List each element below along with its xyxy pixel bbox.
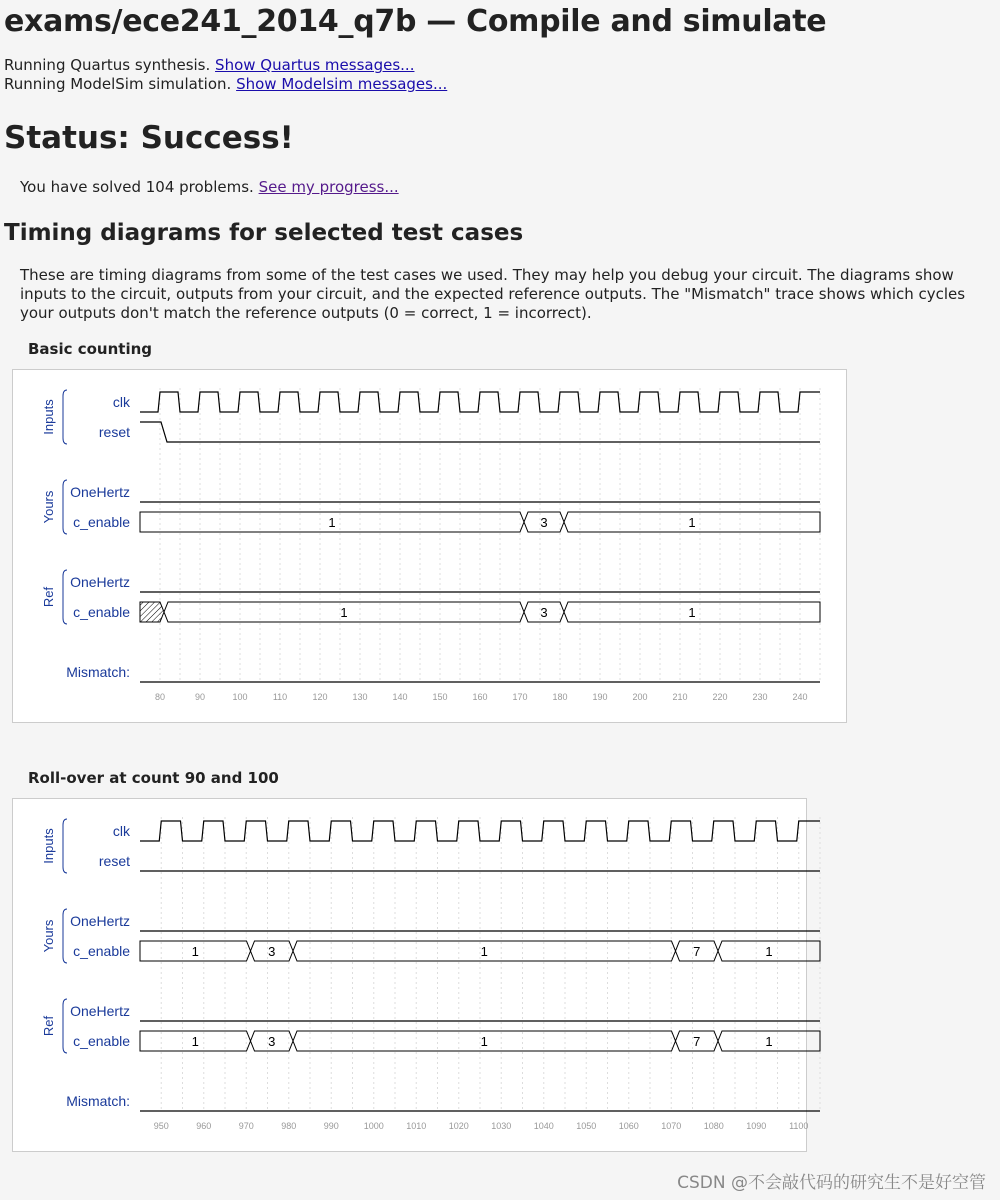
time-tick-label: 220	[712, 692, 728, 702]
time-tick-label: 150	[432, 692, 448, 702]
signal-label-ref-c-enable: c_enable	[73, 1033, 130, 1049]
group-label-yours: Yours	[41, 919, 56, 953]
signal-label-clk: clk	[112, 823, 130, 839]
csdn-watermark: CSDN @不会敲代码的研究生不是好空管	[677, 1173, 986, 1193]
page-title: exams/ece241_2014_q7b — Compile and simulate	[4, 4, 827, 39]
show-quartus-messages-link[interactable]: Show Quartus messages...	[215, 56, 415, 74]
ref-c-enable-segment	[140, 602, 164, 622]
ref-c-enable-value: 1	[765, 1034, 773, 1049]
signal-label-yours-onehertz: OneHertz	[70, 913, 130, 929]
group-bracket	[63, 480, 67, 534]
timing-diagram-1-svg	[13, 370, 846, 722]
group-label-ref: Ref	[41, 586, 56, 608]
timing-diagram-2-svg	[13, 799, 809, 1151]
quartus-status-text: Running Quartus synthesis.	[4, 56, 211, 74]
show-modelsim-messages-link[interactable]: Show Modelsim messages...	[236, 75, 448, 93]
group-label-ref: Ref	[41, 1015, 56, 1037]
time-tick-label: 120	[312, 692, 328, 702]
signal-label-ref-onehertz: OneHertz	[70, 574, 130, 590]
group-bracket	[63, 819, 67, 873]
ref-c-enable-value: 1	[191, 1034, 199, 1049]
modelsim-status-line	[4, 75, 447, 93]
quartus-status-line	[4, 56, 414, 74]
yours-c-enable-value: 1	[480, 944, 488, 959]
ref-c-enable-value: 1	[688, 605, 696, 620]
time-tick-label: 180	[552, 692, 568, 702]
timing-diagram-1	[12, 369, 847, 723]
signal-label-reset: reset	[98, 424, 130, 440]
time-tick-label: 990	[323, 1121, 339, 1131]
yours-c-enable-value: 1	[765, 944, 773, 959]
time-tick-label: 1010	[406, 1121, 427, 1131]
status-heading: Status: Success!	[4, 120, 294, 156]
yours-c-enable-value: 1	[328, 515, 336, 530]
signal-label-yours-c-enable: c_enable	[73, 943, 130, 959]
test-case-title-1: Basic counting	[28, 340, 153, 358]
time-tick-label: 1020	[448, 1121, 469, 1131]
signal-label-yours-onehertz: OneHertz	[70, 484, 130, 500]
see-my-progress-link[interactable]: See my progress...	[258, 178, 399, 196]
solved-count-line	[20, 178, 399, 196]
ref-c-enable-value: 3	[540, 605, 548, 620]
yours-c-enable-value: 7	[693, 944, 701, 959]
ref-c-enable-value: 1	[340, 605, 348, 620]
ref-c-enable-value: 3	[268, 1034, 276, 1049]
timing-diagram-2	[12, 798, 807, 1152]
time-tick-label: 1040	[533, 1121, 554, 1131]
time-tick-label: 170	[512, 692, 528, 702]
group-bracket	[63, 909, 67, 963]
signal-label-mismatch: Mismatch:	[66, 664, 130, 680]
modelsim-status-text: Running ModelSim simulation.	[4, 75, 232, 93]
signal-label-yours-c-enable: c_enable	[73, 514, 130, 530]
time-tick-label: 90	[194, 692, 206, 702]
time-tick-label: 970	[238, 1121, 254, 1131]
group-bracket	[63, 390, 67, 444]
group-bracket	[63, 999, 67, 1053]
timing-intro-paragraph: These are timing diagrams from some of the test cases we used. They may help you debug your circuit. The diagrams show inputs to the circuit, outputs from your circuit, and the expected reference outputs. The "Mismatch" trace shows which cycles your outputs don't match the reference outputs (0 = correct, 1 = incorrect).	[20, 266, 966, 322]
signal-label-ref-c-enable: c_enable	[73, 604, 130, 620]
time-tick-label: 1080	[703, 1121, 724, 1131]
time-tick-label: 230	[752, 692, 768, 702]
ref-c-enable-value: 7	[693, 1034, 701, 1049]
time-tick-label: 240	[792, 692, 808, 702]
signal-label-ref-onehertz: OneHertz	[70, 1003, 130, 1019]
time-tick-label: 130	[352, 692, 368, 702]
ref-c-enable-value: 1	[480, 1034, 488, 1049]
time-tick-label: 980	[281, 1121, 297, 1131]
yours-c-enable-value: 3	[540, 515, 548, 530]
signal-label-clk: clk	[112, 394, 130, 410]
time-tick-label: 140	[392, 692, 408, 702]
time-tick-label: 210	[672, 692, 688, 702]
solved-count-text: You have solved 104 problems.	[20, 178, 254, 196]
time-tick-label: 1060	[618, 1121, 639, 1131]
time-tick-label: 100	[232, 692, 248, 702]
time-tick-label: 110	[272, 692, 288, 702]
time-tick-label: 1000	[363, 1121, 384, 1131]
time-tick-label: 190	[592, 692, 608, 702]
test-case-title-2: Roll-over at count 90 and 100	[28, 769, 279, 787]
yours-c-enable-value: 1	[688, 515, 696, 530]
time-tick-label: 160	[472, 692, 488, 702]
group-label-yours: Yours	[41, 490, 56, 524]
yours-c-enable-value: 3	[268, 944, 276, 959]
time-tick-label: 200	[632, 692, 648, 702]
time-tick-label: 1100	[789, 1121, 809, 1131]
yours-c-enable-value: 1	[191, 944, 199, 959]
group-bracket	[63, 570, 67, 624]
time-tick-label: 1050	[576, 1121, 597, 1131]
time-tick-label: 950	[153, 1121, 169, 1131]
signal-label-reset: reset	[98, 853, 130, 869]
group-label-inputs: Inputs	[41, 828, 56, 864]
timing-diagrams-heading: Timing diagrams for selected test cases	[4, 220, 524, 246]
signal-label-mismatch: Mismatch:	[66, 1093, 130, 1109]
time-tick-label: 1030	[491, 1121, 512, 1131]
time-tick-label: 80	[154, 692, 166, 702]
time-tick-label: 1090	[746, 1121, 767, 1131]
group-label-inputs: Inputs	[41, 399, 56, 435]
time-tick-label: 960	[196, 1121, 212, 1131]
time-tick-label: 1070	[661, 1121, 682, 1131]
